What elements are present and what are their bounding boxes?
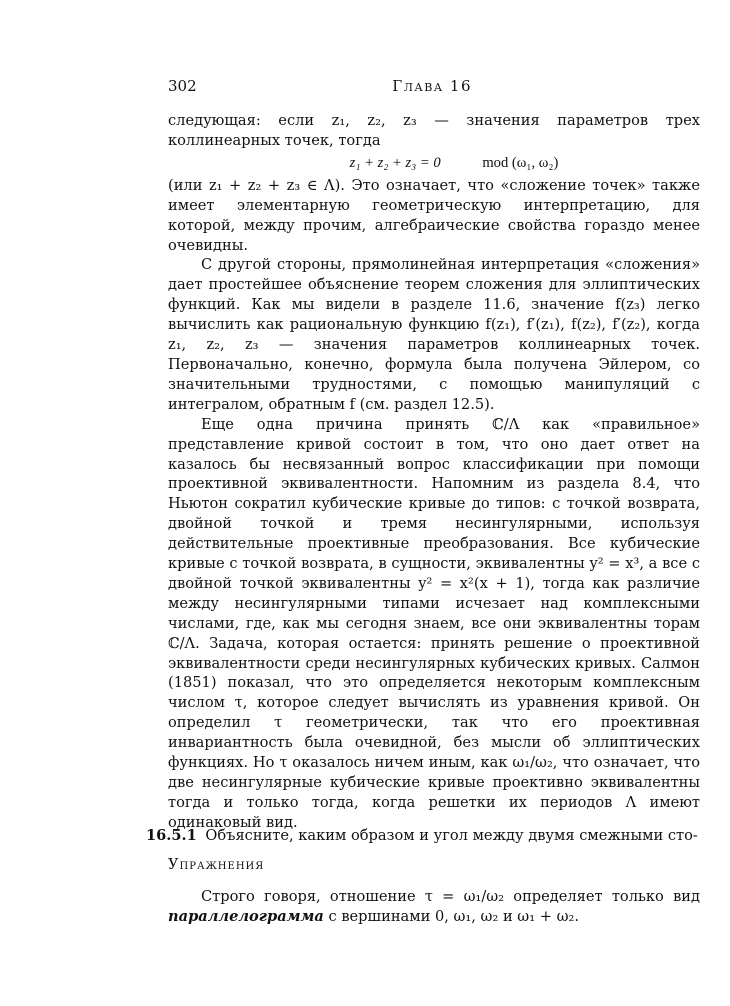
exercise-text: Объясните, каким образом и угол между двумя смежными сто-	[205, 827, 698, 844]
formula-sum: z₁ + z₂ + z₃ = 0	[349, 154, 441, 171]
page-number: 302	[168, 77, 197, 95]
exercises-intro-end: с вершинами 0, ω₁, ω₂ и ω₁ + ω₂.	[328, 907, 579, 925]
exercise-number: 16.5.1	[146, 827, 197, 844]
exercise-16-5-1	[146, 826, 700, 846]
exercises-heading: Упражнения	[168, 855, 265, 873]
paragraph-3: С другой стороны, прямолинейная интерпретация «сложения» дает простейшее объяснение теорем сложения для эллиптических функций. Как мы видели в разделе 11.6, значение f(z₃) легко вычислить как рациональную функцию f(z₁), f′(z₁), f(z₂), f′(z₂), когда z₁, z₂, z₃ — значения параметров коллинеарных точек. Первоначально, конечно, формула была получена Эйлером, со значительными трудностями, с помощью манипуляций с интегралом, обратным f (см. раздел 12.5).	[168, 256, 700, 413]
paragraph-4: Еще одна причина принять ℂ/Λ как «правильное» представление кривой состоит в том, что оно дает ответ на казалось бы несвязанный вопрос классификации при помощи проективной эквивалентности. Напомним из раздела 8.4, что Ньютон сократил кубические кривые до типов: с точкой возврата, двойной точкой и тремя несингулярными, используя действительные проективные преобразования. Все кубические кривые с точкой возврата, в сущности, эквивалентны y² = x³, а все с двойной точкой эквивалентны y² = x²(x + 1), тогда как различие между несингулярными типами исчезает над комплексными числами, где, как мы сегодня знаем, все они эквивалентны торам ℂ/Λ. Задача, которая остается: принять решение о проективной эквивалентности среди несингулярных кубических кривых. Салмон (1851) показал, что это определяется некоторым комплексным числом τ, которое следует вычислять из уравнения кривой. Он определил τ геометрически, так что его проективная инвариантность была очевидной, без мысли об эллиптических функциях. Но τ оказалось ничем иным, как ω₁/ω₂, что означает, что две несингулярные кубические кривые проективно эквивалентны тогда и только тогда, когда решетки их периодов Λ имеют одинаковый вид.	[168, 415, 700, 831]
formula-mod: mod (ω₁, ω₂)	[482, 154, 559, 171]
paragraph-1: следующая: если z₁, z₂, z₃ — значения параметров трех коллинеарных точек, тогда	[168, 112, 700, 149]
collinear-formula	[208, 153, 700, 173]
page-header	[168, 75, 700, 97]
exercises-intro	[168, 887, 700, 927]
page-body	[168, 75, 700, 927]
exercises-intro-emphasis: параллелограмма	[168, 907, 324, 925]
exercises-intro-start: Строго говоря, отношение τ = ω₁/ω₂ определяет только вид	[201, 887, 700, 905]
paragraph-2: (или z₁ + z₂ + z₃ ∈ Λ). Это означает, что «сложение точек» также имеет элементарную геометрическую интерпретацию, для которой, между прочим, алгебраические свойства гораздо менее очевидны.	[168, 176, 700, 254]
chapter-title: Глава 16	[392, 77, 472, 95]
